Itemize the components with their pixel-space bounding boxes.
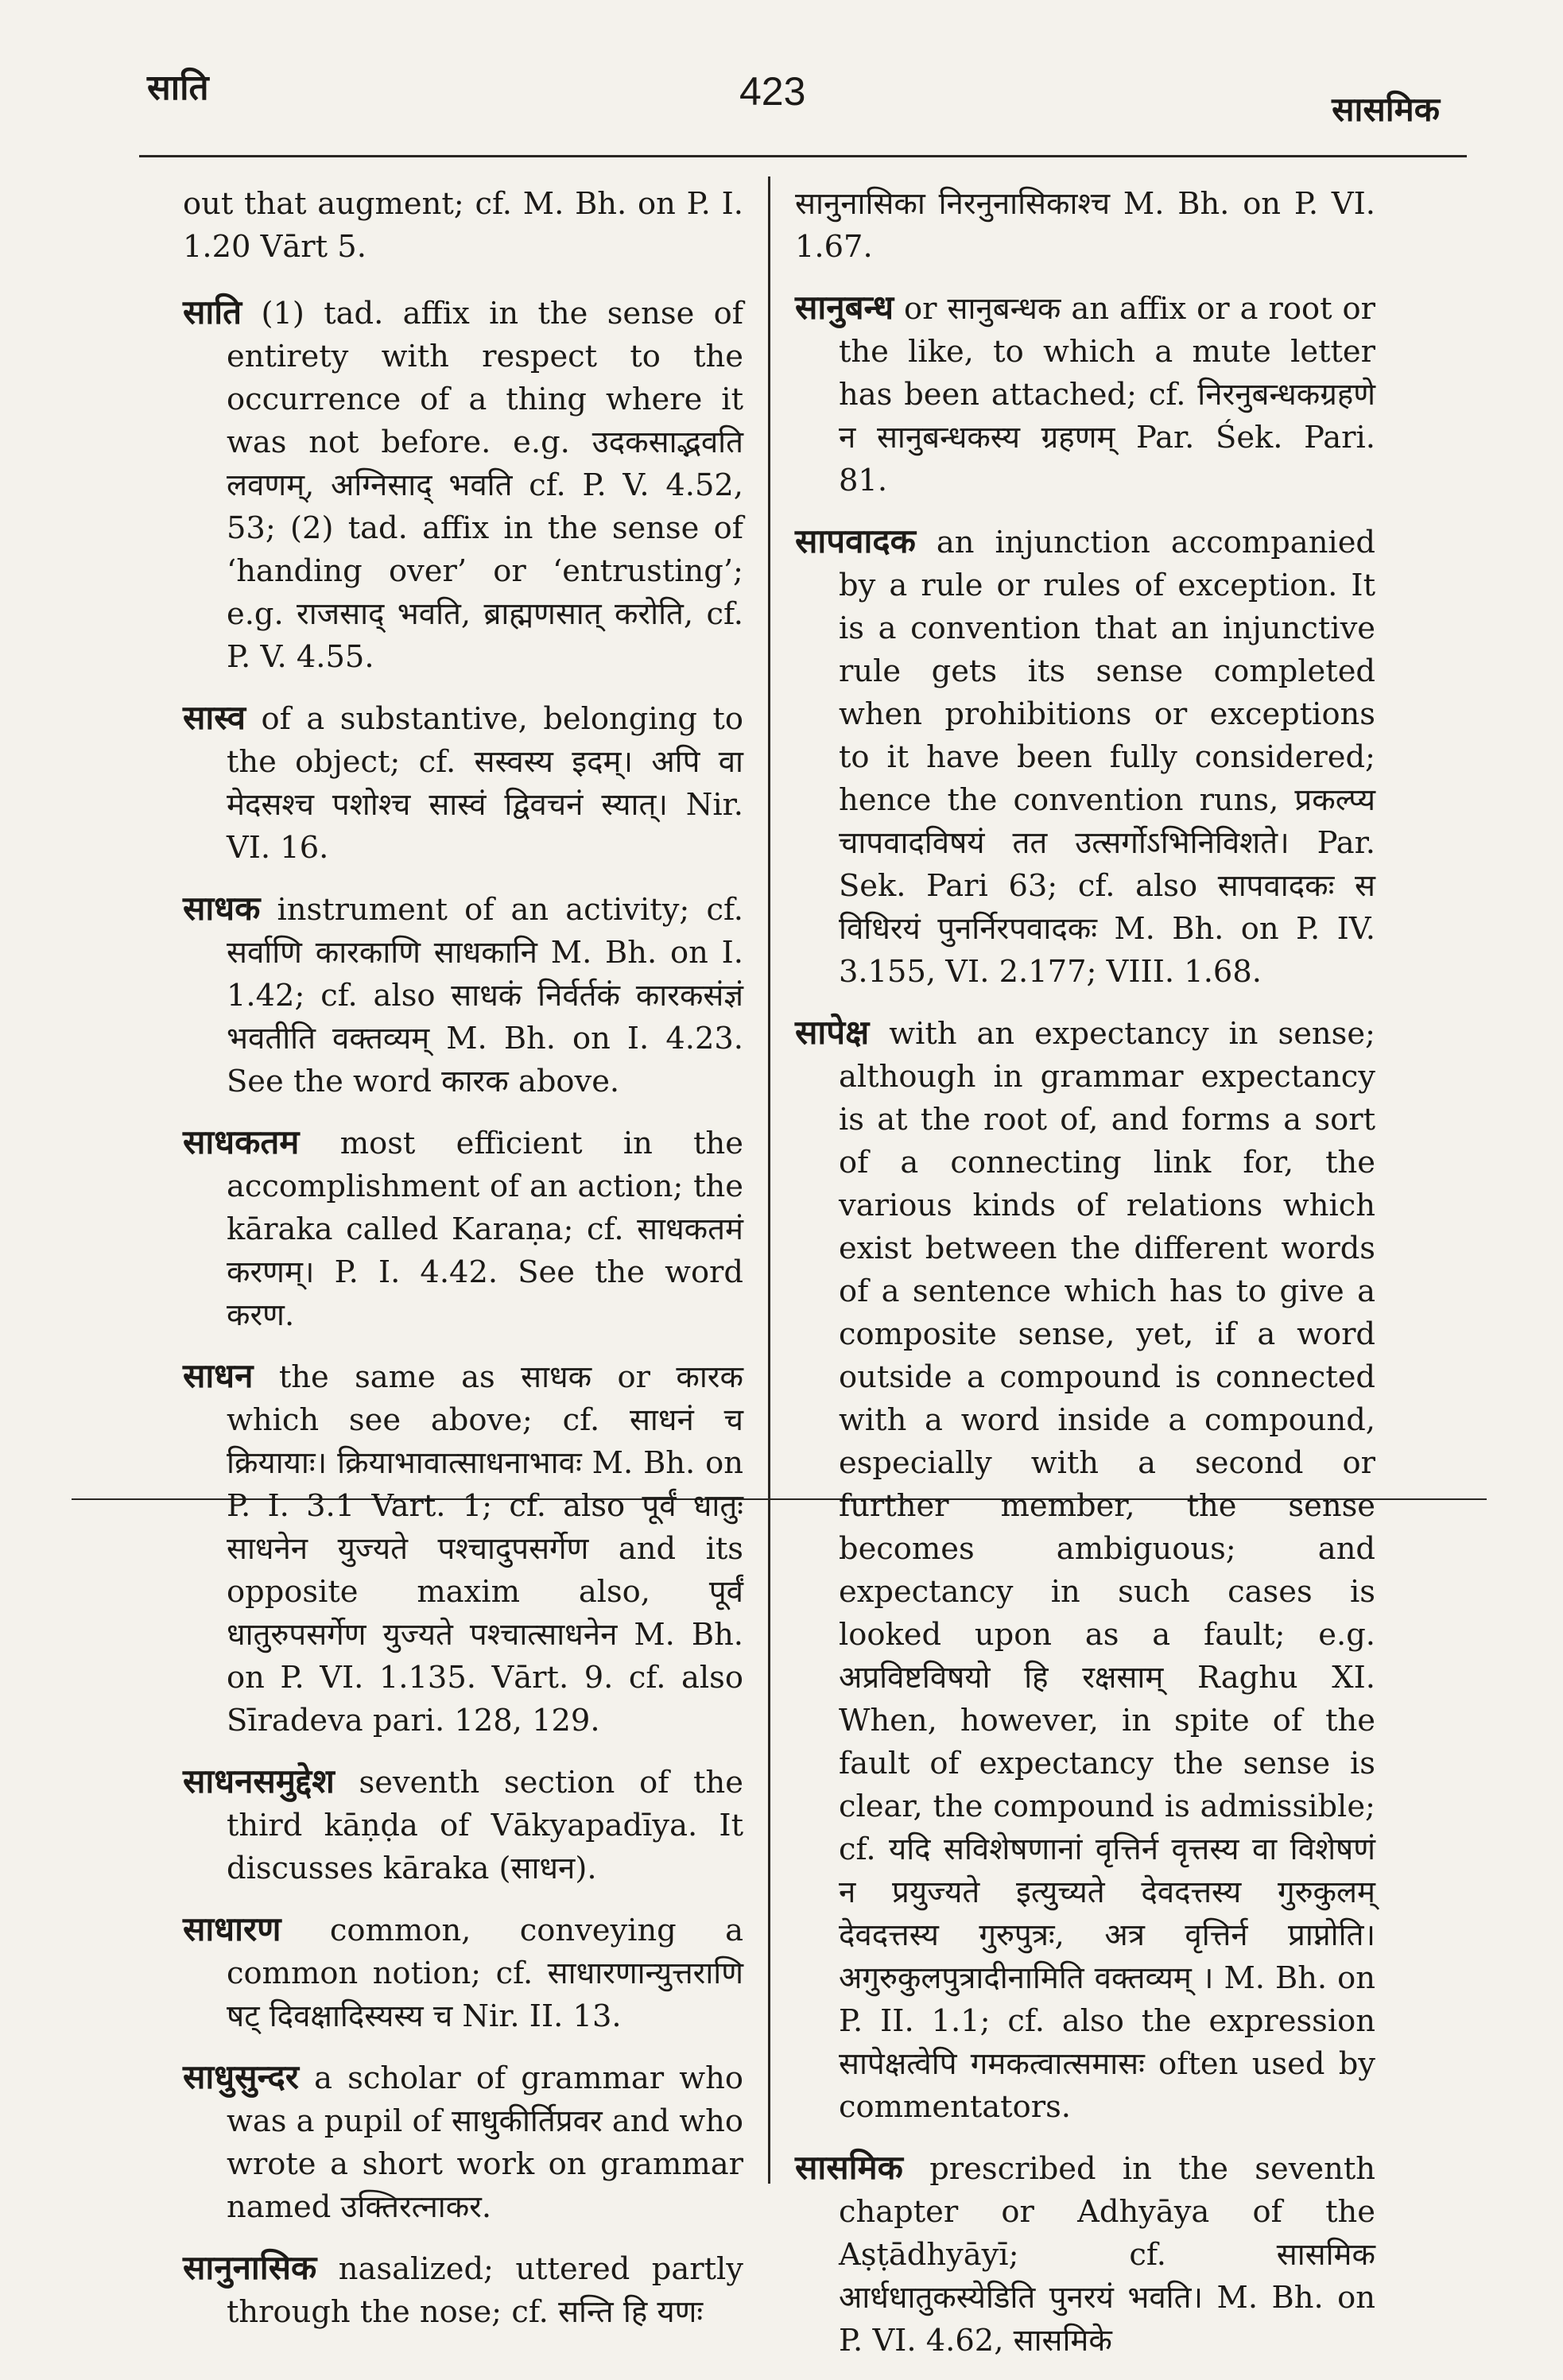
entry-text: instrument of an activity; cf. सर्वाणि कारकाणि साधकानि M. Bh. on I. 1.42; cf. also साधकं निर्वर्तकं कारकसंज्ञं भवतीति वक्तव्यम् M. Bh. on I. 4.23. See the word कारक above.	[227, 892, 743, 1099]
entry-text: prescribed in the seventh chapter or Adhyāya of the Aṣṭādhyāyī; cf. सासमिक आर्धधातुकस्येडिति पुनरयं भवति। M. Bh. on P. VI. 4.62, सासमिके	[839, 2151, 1375, 2359]
dictionary-entry	[183, 1760, 743, 1890]
left-column	[183, 181, 743, 2351]
entry-headword: साधन	[183, 1356, 254, 1395]
dictionary-entry	[795, 1011, 1375, 2129]
dictionary-entry	[183, 696, 743, 870]
running-head-left: साति	[147, 68, 209, 108]
dictionary-entry	[183, 1908, 743, 2038]
running-head-right: सासमिक	[1332, 90, 1440, 129]
entry-headword: साधनसमुद्देश	[183, 1762, 335, 1801]
entry-text: of a substantive, belonging to the object; cf. सस्वस्य इदम्। अपि वा मेदसश्च पशोश्च सास्वं द्विवचनं स्यात्। Nir. VI. 16.	[227, 701, 743, 866]
entry-headword: साधकतम	[183, 1122, 300, 1161]
entry-text: or सानुबन्धक an affix or a root or the like, to which a mute letter has been attached; cf. निरनुबन्धकग्रहणे न सानुबन्धकस्य ग्रहणम् Par. Śek. Pari. 81.	[839, 291, 1375, 498]
entry-headword: सास्व	[183, 698, 246, 737]
entry-text: the same as साधक or कारक which see above; cf. साधनं च क्रियायाः। क्रियाभावात्साधनाभावः M. Bh. on P. I. 3.1 Vart. 1; cf. also पूर्वं धातुः साधनेन युज्यते पश्चादुपसर्गेण and its opposite maxim also, पूर्वं धातुरुपसर्गेण युज्यते पश्चात्साधनेन M. Bh. on P. VI. 1.135. Vārt. 9. cf. also Sīradeva pari. 128, 129.	[227, 1359, 743, 1738]
page-number: 423	[739, 69, 806, 114]
entry-text: most efficient in the accomplishment of an action; the kāraka called Karaṇa; cf. साधकतमं करणम्। P. I. 4.42. See the word करण.	[227, 1126, 743, 1333]
page-header	[0, 48, 1563, 127]
dictionary-entry	[183, 1355, 743, 1742]
entry-headword: सापेक्ष	[795, 1013, 870, 1052]
header-rule	[139, 155, 1467, 157]
dictionary-entry	[183, 1121, 743, 1337]
entry-text: nasalized; uttered partly through the nose; cf. सन्ति हि यणः	[227, 2251, 743, 2330]
column-divider	[768, 176, 770, 2184]
entry-text: out that augment; cf. M. Bh. on P. I. 1.20 Vārt 5.	[183, 186, 743, 265]
entry-text: सानुनासिका निरनुनासिकाश्च M. Bh. on P. VI. 1.67.	[795, 186, 1375, 265]
dictionary-entry	[183, 887, 743, 1103]
entry-text: an injunction accompanied by a rule or rules of exception. It is a convention that an injunctive rule gets its sense completed when prohibitions or exceptions to it have been fully considered; hence the convention runs, प्रकल्प्य चापवादविषयं तत उत्सर्गोऽभिनिविशते। Par. Sek. Pari 63; cf. also सापवादकः स विधिरयं पुनर्निरपवादकः M. Bh. on P. IV. 3.155, VI. 2.177; VIII. 1.68.	[839, 525, 1375, 990]
entry-headword: साधक	[183, 889, 261, 928]
entry-headword: सासमिक	[795, 2148, 903, 2187]
entry-text: common, conveying a common notion; cf. साधारणान्युत्तराणि षट् दिवक्षादिस्यस्य च Nir. II. 13.	[227, 1913, 743, 2034]
entry-text: a scholar of grammar who was a pupil of साधुकीर्तिप्रवर and who wrote a short work on grammar named उक्तिरत्नाकर.	[227, 2060, 743, 2225]
dictionary-entry	[795, 2146, 1375, 2363]
entry-headword: सानुबन्ध	[795, 288, 894, 327]
dictionary-entry	[183, 291, 743, 679]
entry-headword: साधारण	[183, 1909, 281, 1948]
dictionary-entry	[183, 181, 743, 269]
entry-text: (1) tad. affix in the sense of entirety with respect to the occurrence of a thing where it was not before. e.g. उदकसाद्भवति लवणम्, अग्निसाद् भवति cf. P. V. 4.52, 53; (2) tad. affix in the sense of ‘handing over’ or ‘entrusting’; e.g. राजसाद् भवति, ब्राह्मणसात् करोति, cf. P. V. 4.55.	[227, 296, 743, 675]
dictionary-entry	[183, 2056, 743, 2229]
dictionary-entry	[795, 520, 1375, 994]
dictionary-entry	[795, 181, 1375, 269]
entry-headword: साति	[183, 293, 242, 331]
entry-headword: सानुनासिक	[183, 2248, 317, 2287]
right-column	[795, 181, 1375, 2380]
dictionary-entry	[795, 286, 1375, 502]
dictionary-entry	[183, 2246, 743, 2334]
entry-text: seventh section of the third kāṇḍa of Vākyapadīya. It discusses kāraka (साधन).	[227, 1765, 743, 1886]
entry-headword: साधुसुन्दर	[183, 2057, 299, 2096]
entry-headword: सापवादक	[795, 521, 916, 560]
entry-text: with an expectancy in sense; although in grammar expectancy is at the root of, and forms a sort of a connecting link for, the various kinds of relations which exist between the different words of a sentence which has to give a composite sense, yet, if a word outside a compound is connected with a word inside a compound, especially with a second or further member, the sense becomes ambiguous; and expectancy in such cases is looked upon as a fault; e.g. अप्रविष्टविषयो हि रक्षसाम् Raghu XI. When, however, in spite of the fault of expectancy the sense is clear, the compound is admissible; cf. यदि सविशेषणानां वृत्तिर्न वृत्तस्य वा विशेषणं न प्रयुज्यते इत्युच्यते देवदत्तस्य गुरुकुलम् देवदत्तस्य गुरुपुत्रः, अत्र वृत्तिर्न प्राप्नोति। अगुरुकुलपुत्रादीनामिति वक्तव्यम् । M. Bh. on P. II. 1.1; cf. also the expression सापेक्षत्वेपि गमकत्वात्समासः often used by commentators.	[839, 1016, 1375, 2125]
